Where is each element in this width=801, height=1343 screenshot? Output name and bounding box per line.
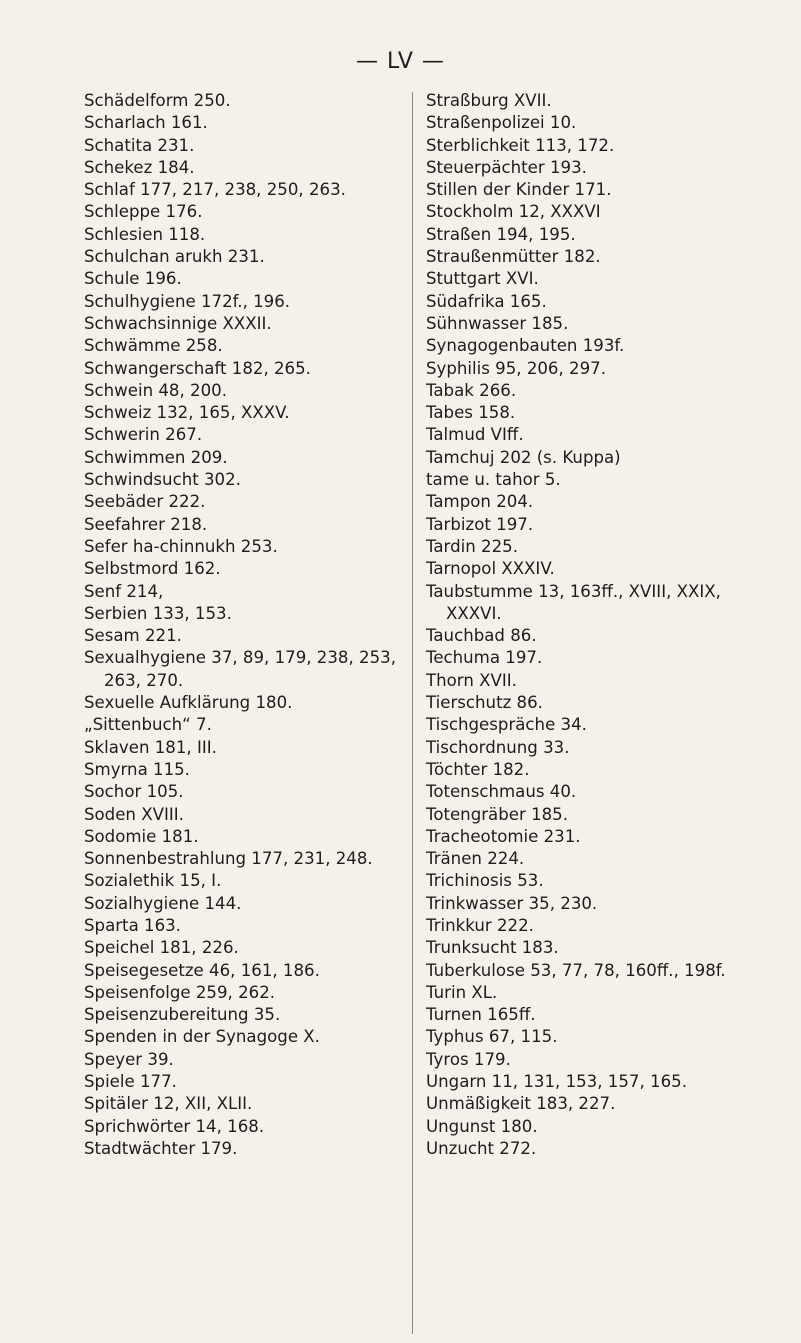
index-entry: Schwein 48, 200. — [84, 380, 227, 400]
index-entry: Schulhygiene 172f., 196. — [84, 291, 291, 311]
index-entry: Schwämme 258. — [84, 336, 223, 356]
index-entry: Soden XVIII. — [84, 804, 184, 824]
index-entry: Speisenzubereitung 35. — [84, 1005, 281, 1025]
index-entry: Scharlach 161. — [84, 113, 208, 133]
index-entry: Tierschutz 86. — [426, 693, 543, 713]
index-entry: Totengräber 185. — [426, 804, 569, 824]
index-entry: Sonnenbestrahlung 177, 231, 248. — [84, 849, 373, 869]
index-entry: Trinkwasser 35, 230. — [426, 893, 598, 913]
index-entry: Tabak 266. — [426, 380, 517, 400]
index-entry: Turin XL. — [426, 982, 498, 1002]
index-entry: Turnen 165ff. — [426, 1005, 536, 1025]
index-entry: Schekez 184. — [84, 157, 195, 177]
index-entry: Tyros 179. — [426, 1049, 511, 1069]
index-entry: Trinkkur 222. — [426, 915, 534, 935]
index-entry: Schatita 231. — [84, 135, 195, 155]
index-entry: Schleppe 176. — [84, 202, 203, 222]
index-entry: Stuttgart XVI. — [426, 269, 539, 289]
index-entry: Speichel 181, 226. — [84, 938, 239, 958]
index-entry: Tarnopol XXXIV. — [426, 559, 555, 579]
index-column-right — [426, 90, 756, 1160]
index-entry: Schule 196. — [84, 269, 182, 289]
index-entry: Straßen 194, 195. — [426, 224, 576, 244]
column-divider — [412, 92, 413, 1334]
index-entry: Syphilis 95, 206, 297. — [426, 358, 606, 378]
index-entry: Straußenmütter 182. — [426, 247, 601, 267]
index-entry: Sesam 221. — [84, 626, 182, 646]
index-entry: Trunksucht 183. — [426, 938, 559, 958]
page-number: — LV — — [356, 49, 445, 74]
index-entry: Schwimmen 209. — [84, 447, 228, 467]
index-entry: Schweiz 132, 165, XXXV. — [84, 403, 290, 423]
index-entry: Tardin 225. — [426, 536, 518, 556]
index-entry: Schwindsucht 302. — [84, 470, 241, 490]
index-entry: Sparta 163. — [84, 915, 181, 935]
index-entry: Senf 214, — [84, 581, 164, 601]
index-entry: Sterblichkeit 113, 172. — [426, 135, 615, 155]
index-entry: Spitäler 12, XII, XLII. — [84, 1094, 253, 1114]
index-entry: Spiele 177. — [84, 1072, 177, 1092]
index-entry: Stadtwächter 179. — [84, 1138, 238, 1158]
index-entry: Sozialhygiene 144. — [84, 893, 242, 913]
index-entry: Speyer 39. — [84, 1049, 174, 1069]
index-entry: Tränen 224. — [426, 849, 525, 869]
index-entry: Tamchuj 202 (s. Kuppa) — [426, 447, 621, 467]
index-entry: Schulchan arukh 231. — [84, 247, 265, 267]
index-entry: Ungarn 11, 131, 153, 157, 165. — [426, 1072, 687, 1092]
index-entry: Selbstmord 162. — [84, 559, 221, 579]
index-entry: Sühnwasser 185. — [426, 313, 569, 333]
index-entry: Tuberkulose 53, 77, 78, 160ff., 198f. — [426, 960, 726, 980]
index-entry: Speisegesetze 46, 161, 186. — [84, 960, 320, 980]
index-entry: Tischordnung 33. — [426, 737, 570, 757]
index-entry: Smyrna 115. — [84, 759, 190, 779]
index-entry: Sochor 105. — [84, 782, 184, 802]
index-entry: Steuerpächter 193. — [426, 157, 587, 177]
index-entry: Seefahrer 218. — [84, 514, 208, 534]
index-entry: Speisenfolge 259, 262. — [84, 982, 276, 1002]
index-entry: Sefer ha-chinnukh 253. — [84, 536, 278, 556]
index-entry: Stillen der Kinder 171. — [426, 180, 612, 200]
index-entry: Schädelform 250. — [84, 91, 231, 110]
index-entry: Sprichwörter 14, 168. — [84, 1116, 265, 1136]
index-entry: tame u. tahor 5. — [426, 470, 561, 490]
index-entry: Straßburg XVII. — [426, 91, 552, 110]
index-entry: Trichinosis 53. — [426, 871, 544, 891]
index-entry: Sexuelle Aufklärung 180. — [84, 693, 293, 713]
index-entry: Typhus 67, 115. — [426, 1027, 558, 1047]
index-column-left — [84, 90, 414, 1160]
index-entry: Seebäder 222. — [84, 492, 206, 512]
index-entry: Schwangerschaft 182, 265. — [84, 358, 311, 378]
index-entry: Südafrika 165. — [426, 291, 547, 311]
index-entry: Sexualhygiene 37, 89, 179, 238, 253, — [84, 648, 396, 668]
index-entry: Techuma 197. — [426, 648, 543, 668]
index-entry: Tampon 204. — [426, 492, 534, 512]
index-entry: Stockholm 12, XXXVI — [426, 202, 601, 222]
index-entry: Totenschmaus 40. — [426, 782, 577, 802]
index-entry: Tauchbad 86. — [426, 626, 537, 646]
index-entry: Serbien 133, 153. — [84, 603, 232, 623]
index-entry: Schwerin 267. — [84, 425, 203, 445]
index-entry: Ungunst 180. — [426, 1116, 538, 1136]
index-entry: Sklaven 181, III. — [84, 737, 217, 757]
index-entry: Synagogenbauten 193f. — [426, 336, 625, 356]
index-entry: Töchter 182. — [426, 759, 530, 779]
index-entry: „Sittenbuch“ 7. — [84, 715, 212, 735]
index-entry: Spenden in der Synagoge X. — [84, 1027, 320, 1047]
index-entry: Sozialethik 15, I. — [84, 871, 222, 891]
index-entry: Tracheotomie 231. — [426, 826, 581, 846]
index-entry: Unzucht 272. — [426, 1138, 537, 1158]
index-entry: Tarbizot 197. — [426, 514, 534, 534]
index-entry: Taubstumme 13, 163ff., XVIII, XXIX, — [426, 581, 721, 601]
index-entry: Tabes 158. — [426, 403, 516, 423]
index-entry-continuation: XXXVI. — [446, 603, 502, 623]
index-entry: Schlaf 177, 217, 238, 250, 263. — [84, 180, 346, 200]
index-entry-continuation: 263, 270. — [104, 670, 184, 690]
index-entry: Sodomie 181. — [84, 826, 199, 846]
index-entry: Schwachsinnige XXXII. — [84, 313, 272, 333]
index-entry: Talmud VIff. — [426, 425, 524, 445]
index-entry: Unmäßigkeit 183, 227. — [426, 1094, 616, 1114]
index-entry: Tischgespräche 34. — [426, 715, 587, 735]
index-entry: Straßenpolizei 10. — [426, 113, 577, 133]
index-entry: Schlesien 118. — [84, 224, 206, 244]
index-entry: Thorn XVII. — [426, 670, 517, 690]
